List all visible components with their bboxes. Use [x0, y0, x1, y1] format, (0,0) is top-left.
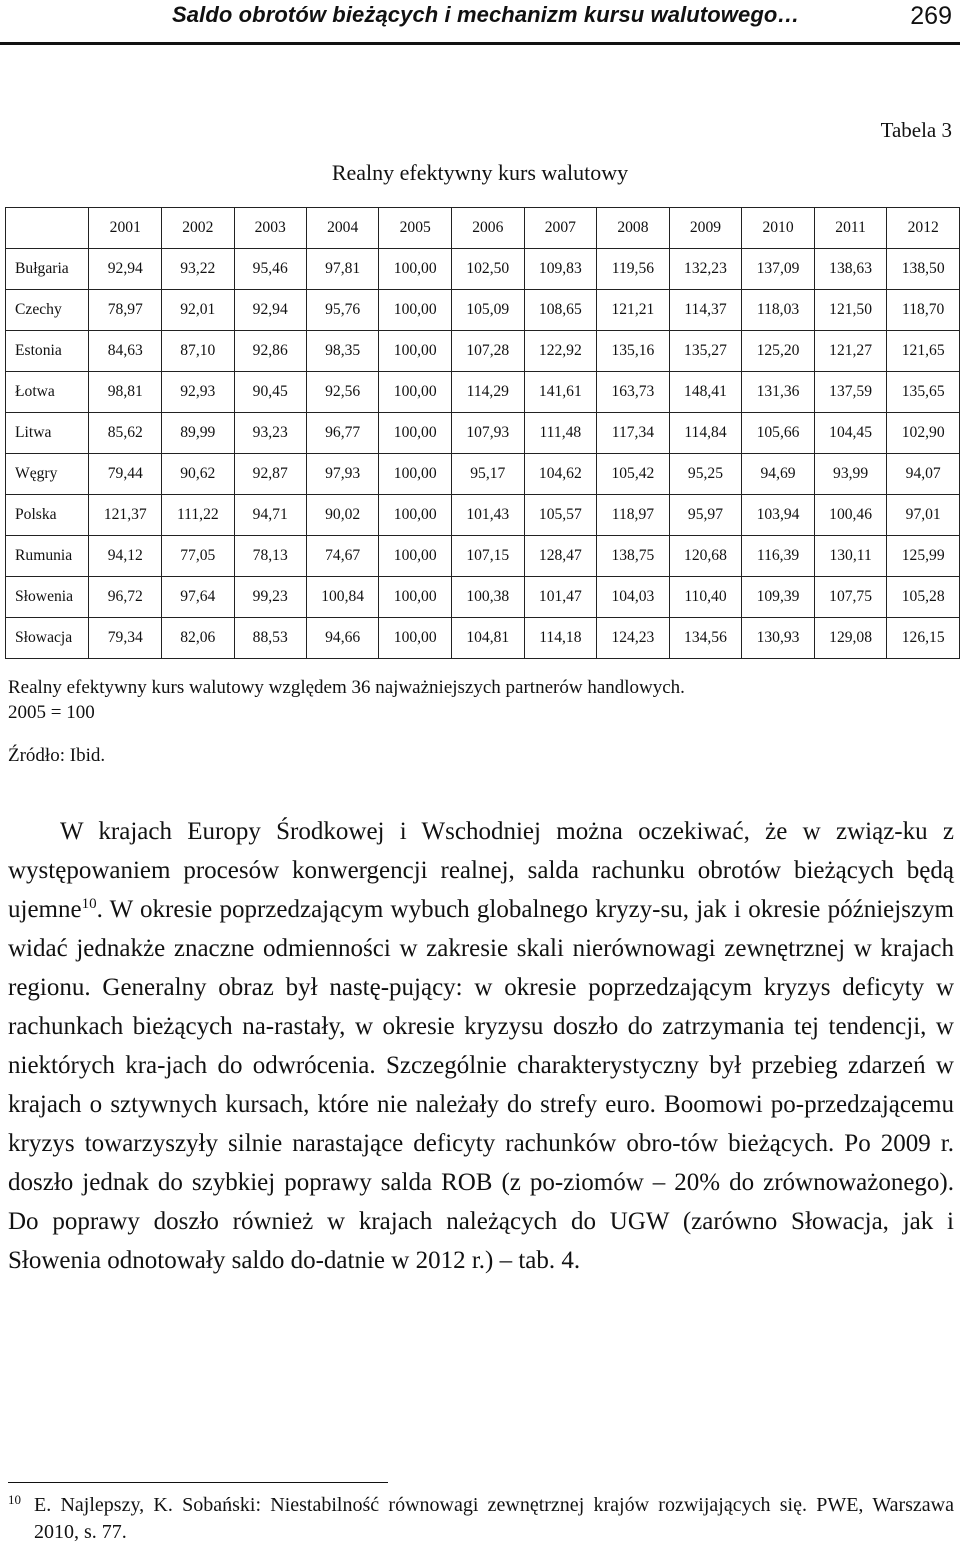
table-cell: 82,06: [162, 618, 235, 659]
table-cell: 90,02: [306, 495, 379, 536]
column-header: 2011: [814, 208, 887, 249]
header-rule: [0, 42, 960, 45]
footnote-text: E. Najlepszy, K. Sobański: Niestabilność równowagi zewnętrznej krajów rozwijających się. PWE, Warszawa 2010, s. 77.: [34, 1494, 954, 1543]
table-cell: 135,27: [669, 331, 742, 372]
footnote-rule: [8, 1482, 388, 1483]
country-label: Słowenia: [6, 577, 89, 618]
table-cell: 109,83: [524, 249, 597, 290]
country-label: Litwa: [6, 413, 89, 454]
table-cell: 121,50: [814, 290, 887, 331]
table-cell: 79,34: [89, 618, 162, 659]
table-cell: 100,00: [379, 290, 452, 331]
table-cell: 114,18: [524, 618, 597, 659]
table-cell: 104,03: [597, 577, 670, 618]
table-cell: 105,57: [524, 495, 597, 536]
table-cell: 118,03: [742, 290, 815, 331]
table-cell: 100,00: [379, 331, 452, 372]
table-cell: 85,62: [89, 413, 162, 454]
table-cell: 107,28: [452, 331, 525, 372]
table-cell: 92,94: [89, 249, 162, 290]
table-cell: 107,75: [814, 577, 887, 618]
table-cell: 100,00: [379, 618, 452, 659]
table-cell: 121,37: [89, 495, 162, 536]
country-label: Rumunia: [6, 536, 89, 577]
country-label: Czechy: [6, 290, 89, 331]
table-row: [6, 290, 960, 331]
column-header: 2002: [162, 208, 235, 249]
table-cell: 93,99: [814, 454, 887, 495]
table-cell: 95,17: [452, 454, 525, 495]
table-row: [6, 577, 960, 618]
table-cell: 77,05: [162, 536, 235, 577]
table-cell: 94,69: [742, 454, 815, 495]
table-header-row: [6, 208, 960, 249]
table-cell: 94,12: [89, 536, 162, 577]
table-cell: 134,56: [669, 618, 742, 659]
column-header: 2007: [524, 208, 597, 249]
table-cell: 93,22: [162, 249, 235, 290]
table-cell: 111,48: [524, 413, 597, 454]
table-row: [6, 495, 960, 536]
table-cell: 95,46: [234, 249, 306, 290]
column-header: 2006: [452, 208, 525, 249]
table-cell: 163,73: [597, 372, 670, 413]
table-cell: 87,10: [162, 331, 235, 372]
table-cell: 138,63: [814, 249, 887, 290]
table-label: Tabela 3: [880, 118, 952, 142]
table-cell: 132,23: [669, 249, 742, 290]
table-cell: 130,11: [814, 536, 887, 577]
table-row: [6, 454, 960, 495]
table-cell: 100,00: [379, 577, 452, 618]
table-cell: 104,62: [524, 454, 597, 495]
column-header: 2010: [742, 208, 815, 249]
table-cell: 102,90: [887, 413, 960, 454]
country-label: Estonia: [6, 331, 89, 372]
table-cell: 105,09: [452, 290, 525, 331]
table-cell: 108,65: [524, 290, 597, 331]
table-row: [6, 372, 960, 413]
footnote: [8, 1492, 954, 1546]
table-cell: 101,47: [524, 577, 597, 618]
table-cell: 90,62: [162, 454, 235, 495]
table-cell: 110,40: [669, 577, 742, 618]
table-cell: 137,09: [742, 249, 815, 290]
table-cell: 138,50: [887, 249, 960, 290]
table-cell: 114,29: [452, 372, 525, 413]
table-cell: 90,45: [234, 372, 306, 413]
table-cell: 141,61: [524, 372, 597, 413]
table-cell: 92,87: [234, 454, 306, 495]
table-cell: 100,46: [814, 495, 887, 536]
table-cell: 130,93: [742, 618, 815, 659]
table-cell: 92,56: [306, 372, 379, 413]
table-cell: 95,97: [669, 495, 742, 536]
table-cell: 114,84: [669, 413, 742, 454]
table-cell: 100,00: [379, 495, 452, 536]
column-header: 2009: [669, 208, 742, 249]
table-cell: 105,42: [597, 454, 670, 495]
table-cell: 94,71: [234, 495, 306, 536]
country-label: Łotwa: [6, 372, 89, 413]
table-cell: 100,00: [379, 536, 452, 577]
table-title: Realny efektywny kurs walutowy: [331, 160, 629, 185]
table-cell: 97,93: [306, 454, 379, 495]
table-row: [6, 331, 960, 372]
table-cell: 74,67: [306, 536, 379, 577]
table-cell: 97,81: [306, 249, 379, 290]
table-cell: 84,63: [89, 331, 162, 372]
table-cell: 92,93: [162, 372, 235, 413]
table-cell: 121,27: [814, 331, 887, 372]
table-cell: 96,72: [89, 577, 162, 618]
table-cell: 100,00: [379, 372, 452, 413]
table-cell: 135,65: [887, 372, 960, 413]
table-cell: 100,00: [379, 454, 452, 495]
table-cell: 137,59: [814, 372, 887, 413]
table-cell: 104,45: [814, 413, 887, 454]
table-cell: 114,37: [669, 290, 742, 331]
column-header: 2012: [887, 208, 960, 249]
table-cell: 99,23: [234, 577, 306, 618]
table-cell: 128,47: [524, 536, 597, 577]
table-cell: 92,01: [162, 290, 235, 331]
table-row: [6, 413, 960, 454]
table-cell: 117,34: [597, 413, 670, 454]
table-cell: 109,39: [742, 577, 815, 618]
table-cell: 95,25: [669, 454, 742, 495]
table-cell: 124,23: [597, 618, 670, 659]
table-row: [6, 536, 960, 577]
table-cell: 121,21: [597, 290, 670, 331]
exchange-rate-table: [5, 207, 960, 659]
table-cell: 107,93: [452, 413, 525, 454]
table-cell: 100,84: [306, 577, 379, 618]
table-cell: 104,81: [452, 618, 525, 659]
table-cell: 121,65: [887, 331, 960, 372]
table-cell: 111,22: [162, 495, 235, 536]
column-header: 2005: [379, 208, 452, 249]
table-cell: 129,08: [814, 618, 887, 659]
table-cell: 120,68: [669, 536, 742, 577]
country-label: Węgry: [6, 454, 89, 495]
footnote-reference[interactable]: 10: [81, 896, 97, 912]
table-source: Źródło: Ibid.: [8, 745, 106, 766]
country-label: Słowacja: [6, 618, 89, 659]
table-cell: 102,50: [452, 249, 525, 290]
table-cell: 105,66: [742, 413, 815, 454]
running-title: Saldo obrotów bieżących i mechanizm kursu walutowego…: [172, 2, 800, 27]
column-header: 2004: [306, 208, 379, 249]
body-text-part1: W krajach Europy Środkowej i Wschodniej można oczekiwać, że w związ-ku z występowaniem procesów konwergencji realnej, salda rachunku obrotów bieżących będą ujemne: [8, 818, 954, 923]
table-cell: 107,15: [452, 536, 525, 577]
body-text-part2: . W okresie poprzedzającym wybuch globalnego kryzy-su, jak i okresie późniejszym widać jednakże znaczne odmienności w zakresie skali nierównowagi zewnętrznej w krajach regionu. Generalny obraz był nastę-pujący: w okresie poprzedzającym kryzys deficyty w rachunkach bieżących na-rastały, w okresie kryzysu doszło do zatrzymania tej tendencji, w niektórych kra-jach do odwrócenia. Szczególnie charakterystyczny był przebieg zdarzeń w krajach o sztywnych kursach, które nie należały do strefy euro. Boomowi po-przedzającemu kryzys towarzyszyły silnie narastające deficyty rachunków obro-tów bieżących. Po 2009 r. doszło jednak do szybkiej poprawy salda ROB (z po-ziomów – 20% do zrównoważonego). Do poprawy doszło również w krajach należących do UGW (zarówno Słowacja, jak i Słowenia odnotowały saldo do-datnie w 2012 r.) – tab. 4.: [8, 896, 954, 1274]
table-cell: 92,94: [234, 290, 306, 331]
table-cell: 100,00: [379, 413, 452, 454]
table-cell: 148,41: [669, 372, 742, 413]
table-cell: 100,00: [379, 249, 452, 290]
column-header: 2001: [89, 208, 162, 249]
table-cell: 100,38: [452, 577, 525, 618]
table-cell: 135,16: [597, 331, 670, 372]
table-base-year: 2005 = 100: [8, 702, 95, 723]
table-cell: 93,23: [234, 413, 306, 454]
country-label: Polska: [6, 495, 89, 536]
footnote-number: 10: [8, 1492, 21, 1507]
table-cell: 103,94: [742, 495, 815, 536]
table-cell: 125,20: [742, 331, 815, 372]
column-header: [6, 208, 89, 249]
table-cell: 78,97: [89, 290, 162, 331]
table-row: [6, 618, 960, 659]
body-paragraph: [8, 812, 954, 1280]
table-cell: 138,75: [597, 536, 670, 577]
column-header: 2008: [597, 208, 670, 249]
table-cell: 119,56: [597, 249, 670, 290]
table-cell: 98,35: [306, 331, 379, 372]
table-cell: 79,44: [89, 454, 162, 495]
table-cell: 89,99: [162, 413, 235, 454]
table-cell: 98,81: [89, 372, 162, 413]
table-row: [6, 249, 960, 290]
table-cell: 97,01: [887, 495, 960, 536]
table-cell: 118,97: [597, 495, 670, 536]
table-cell: 78,13: [234, 536, 306, 577]
table-cell: 105,28: [887, 577, 960, 618]
table-cell: 131,36: [742, 372, 815, 413]
table-cell: 97,64: [162, 577, 235, 618]
table-cell: 101,43: [452, 495, 525, 536]
page-header: [0, 0, 960, 46]
table-note: Realny efektywny kurs walutowy względem 36 najważniejszych partnerów handlowych.: [8, 677, 685, 698]
table-cell: 126,15: [887, 618, 960, 659]
table-cell: 94,66: [306, 618, 379, 659]
country-label: Bułgaria: [6, 249, 89, 290]
column-header: 2003: [234, 208, 306, 249]
table-cell: 94,07: [887, 454, 960, 495]
table-cell: 92,86: [234, 331, 306, 372]
table-cell: 122,92: [524, 331, 597, 372]
table-cell: 95,76: [306, 290, 379, 331]
table-cell: 96,77: [306, 413, 379, 454]
page-number: 269: [910, 2, 952, 30]
table-cell: 118,70: [887, 290, 960, 331]
table-cell: 116,39: [742, 536, 815, 577]
table-cell: 88,53: [234, 618, 306, 659]
table-cell: 125,99: [887, 536, 960, 577]
